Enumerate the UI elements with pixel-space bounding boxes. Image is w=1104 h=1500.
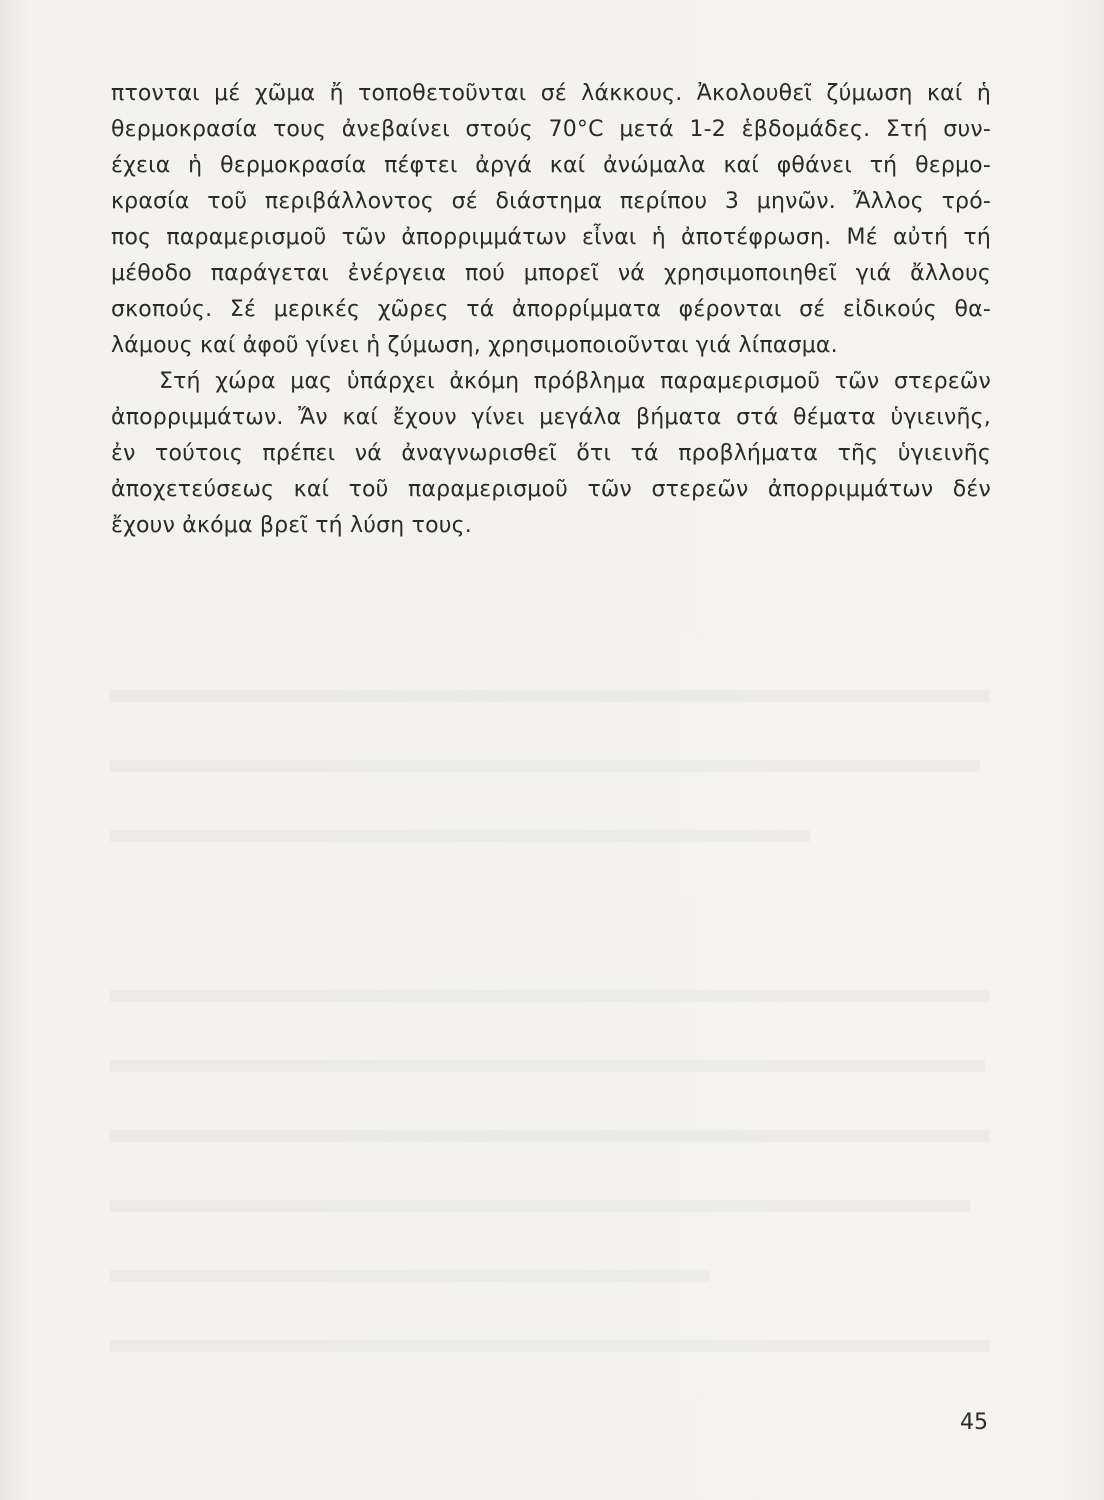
bleed-through-line bbox=[110, 760, 980, 772]
bleed-through-line bbox=[110, 1270, 710, 1282]
bleed-through-line bbox=[110, 690, 990, 702]
bleed-through-line bbox=[110, 1200, 970, 1212]
bleed-through-line bbox=[110, 830, 810, 842]
text-line: σκοπούς. Σέ μερικές χῶρες τά ἀπορρίμματα φέρονται σέ εἰδικούς θα- bbox=[111, 297, 991, 322]
text-line: ἔχουν ἀκόμα βρεῖ τή λύση τους. bbox=[111, 513, 472, 538]
paragraph bbox=[111, 76, 991, 364]
text-line: ἐν τούτοις πρέπει νά ἀναγνωρισθεῖ ὅτι τά προβλήματα τῆς ὑγιεινῆς bbox=[111, 441, 991, 466]
text-line: έχεια ἡ θερμοκρασία πέφτει ἀργά καί ἀνώμαλα καί φθάνει τή θερμο- bbox=[111, 153, 991, 178]
text-line: ἀπορριμμάτων. Ἄν καί ἔχουν γίνει μεγάλα βήματα στά θέματα ὑγιεινῆς, bbox=[111, 405, 991, 430]
text-line: Στή χώρα μας ὑπάρχει ἀκόμη πρόβλημα παραμερισμοῦ τῶν στερεῶν bbox=[159, 369, 991, 394]
bleed-through-line bbox=[110, 1060, 985, 1072]
text-line: λάμους καί ἀφοῦ γίνει ἡ ζύμωση, χρησιμοποιοῦνται γιά λίπασμα. bbox=[111, 333, 838, 358]
text-line: θερμοκρασία τους ἀνεβαίνει στούς 70°C μετά 1-2 ἑβδομάδες. Στή συν- bbox=[111, 117, 991, 142]
page-number: 45 bbox=[960, 1410, 988, 1435]
paragraph bbox=[111, 364, 991, 544]
body-text bbox=[111, 76, 991, 544]
text-line: κρασία τοῦ περιβάλλοντος σέ διάστημα περίπου 3 μηνῶν. Ἄλλος τρό- bbox=[111, 189, 991, 214]
text-line: πος παραμερισμοῦ τῶν ἀπορριμμάτων εἶναι ἡ ἀποτέφρωση. Μέ αὐτή τή bbox=[111, 225, 991, 250]
text-line: πτονται μέ χῶμα ἤ τοποθετοῦνται σέ λάκκους. Ἀκολουθεῖ ζύμωση καί ἡ bbox=[111, 81, 991, 106]
bleed-through-line bbox=[110, 1340, 990, 1352]
bleed-through-line bbox=[110, 1130, 990, 1142]
text-line: μέθοδο παράγεται ἐνέργεια πού μπορεῖ νά χρησιμοποιηθεῖ γιά ἄλλους bbox=[111, 261, 991, 286]
text-line: ἀποχετεύσεως καί τοῦ παραμερισμοῦ τῶν στερεῶν ἀπορριμμάτων δέν bbox=[111, 477, 991, 502]
bleed-through-line bbox=[110, 990, 990, 1002]
